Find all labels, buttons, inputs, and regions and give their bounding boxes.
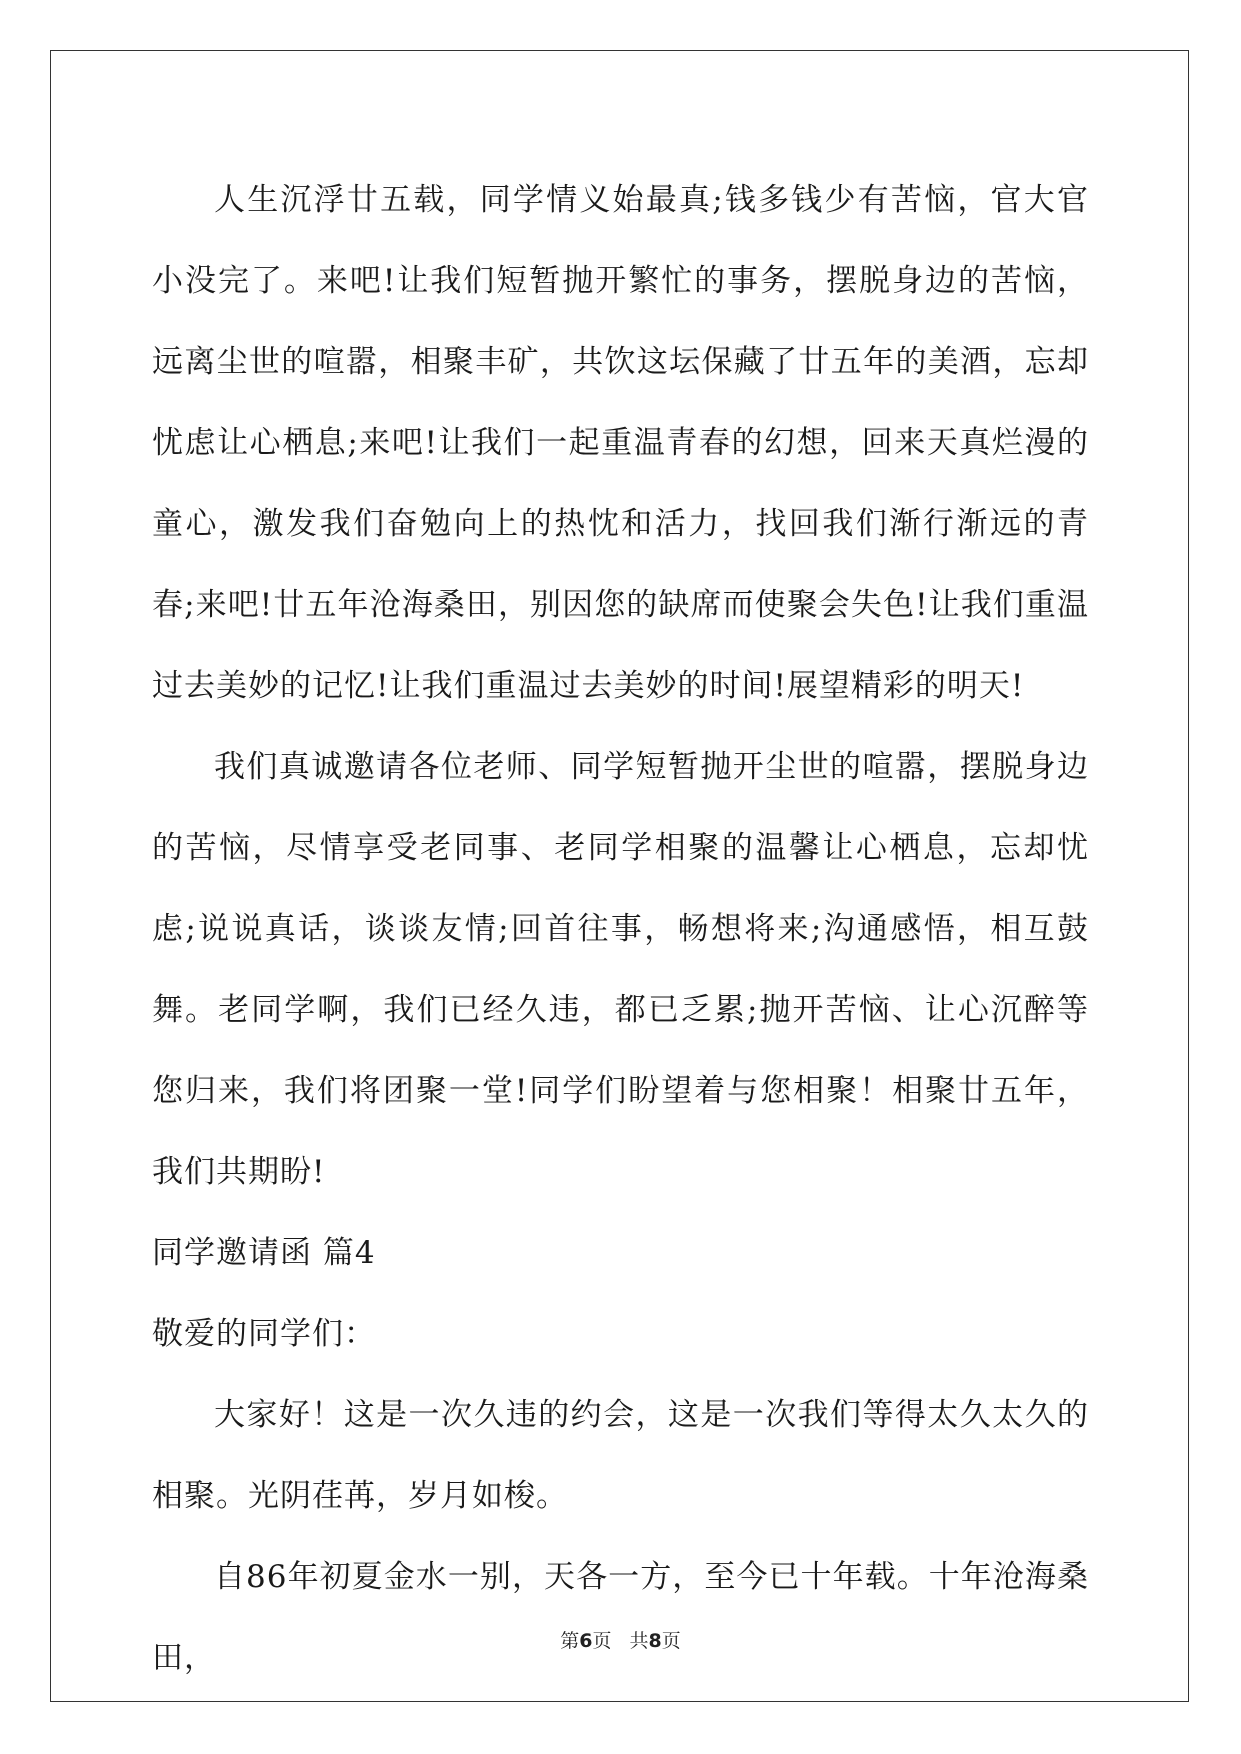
footer-page-number: 6 [579,1630,593,1652]
footer-total-pages: 8 [648,1630,662,1652]
footer-page-suffix: 页 [592,1630,612,1652]
salutation: 敬爱的同学们： [152,1316,376,1352]
paragraph-3: 大家好！这是一次久违的约会，这是一次我们等得太久太久的相聚。光阴荏苒，岁月如梭。 [152,1397,1089,1514]
paragraph-1: 人生沉浮廿五载，同学情义始最真;钱多钱少有苦恼，官大官小没完了。来吧!让我们短暂抛开繁忙的事务，摆脱身边的苦恼，远离尘世的喧嚣，相聚丰矿，共饮这坛保藏了廿五年的美酒，忘却忧虑让心栖息;来吧!让我们一起重温青春的幻想，回来天真烂漫的童心，激发我们奋勉向上的热忱和活力，找回我们渐行渐远的青春;来吧!廿五年沧海桑田，别因您的缺席而使聚会失色!让我们重温过去美妙的记忆!让我们重温过去美妙的时间!展望精彩的明天! [152,182,1089,704]
footer-page-prefix: 第 [560,1630,580,1652]
page-footer [0,1626,1241,1653]
footer-total-suffix: 页 [661,1630,681,1652]
paragraph-2: 我们真诚邀请各位老师、同学短暂抛开尘世的喧嚣，摆脱身边的苦恼，尽情享受老同事、老同学相聚的温馨让心栖息，忘却忧虑;说说真话，谈谈友情;回首往事，畅想将来;沟通感悟，相互鼓舞。老同学啊，我们已经久违，都已乏累;抛开苦恼、让心沉醉等您归来，我们将团聚一堂!同学们盼望着与您相聚！相聚廿五年，我们共期盼! [152,749,1089,1190]
footer-total-prefix: 共 [629,1630,649,1652]
section-heading: 同学邀请函 篇4 [152,1235,376,1271]
paragraph-4: 自86年初夏金水一别，天各一方，至今已十年载。十年沧海桑田， [152,1559,1089,1676]
document-body [152,160,1089,1699]
